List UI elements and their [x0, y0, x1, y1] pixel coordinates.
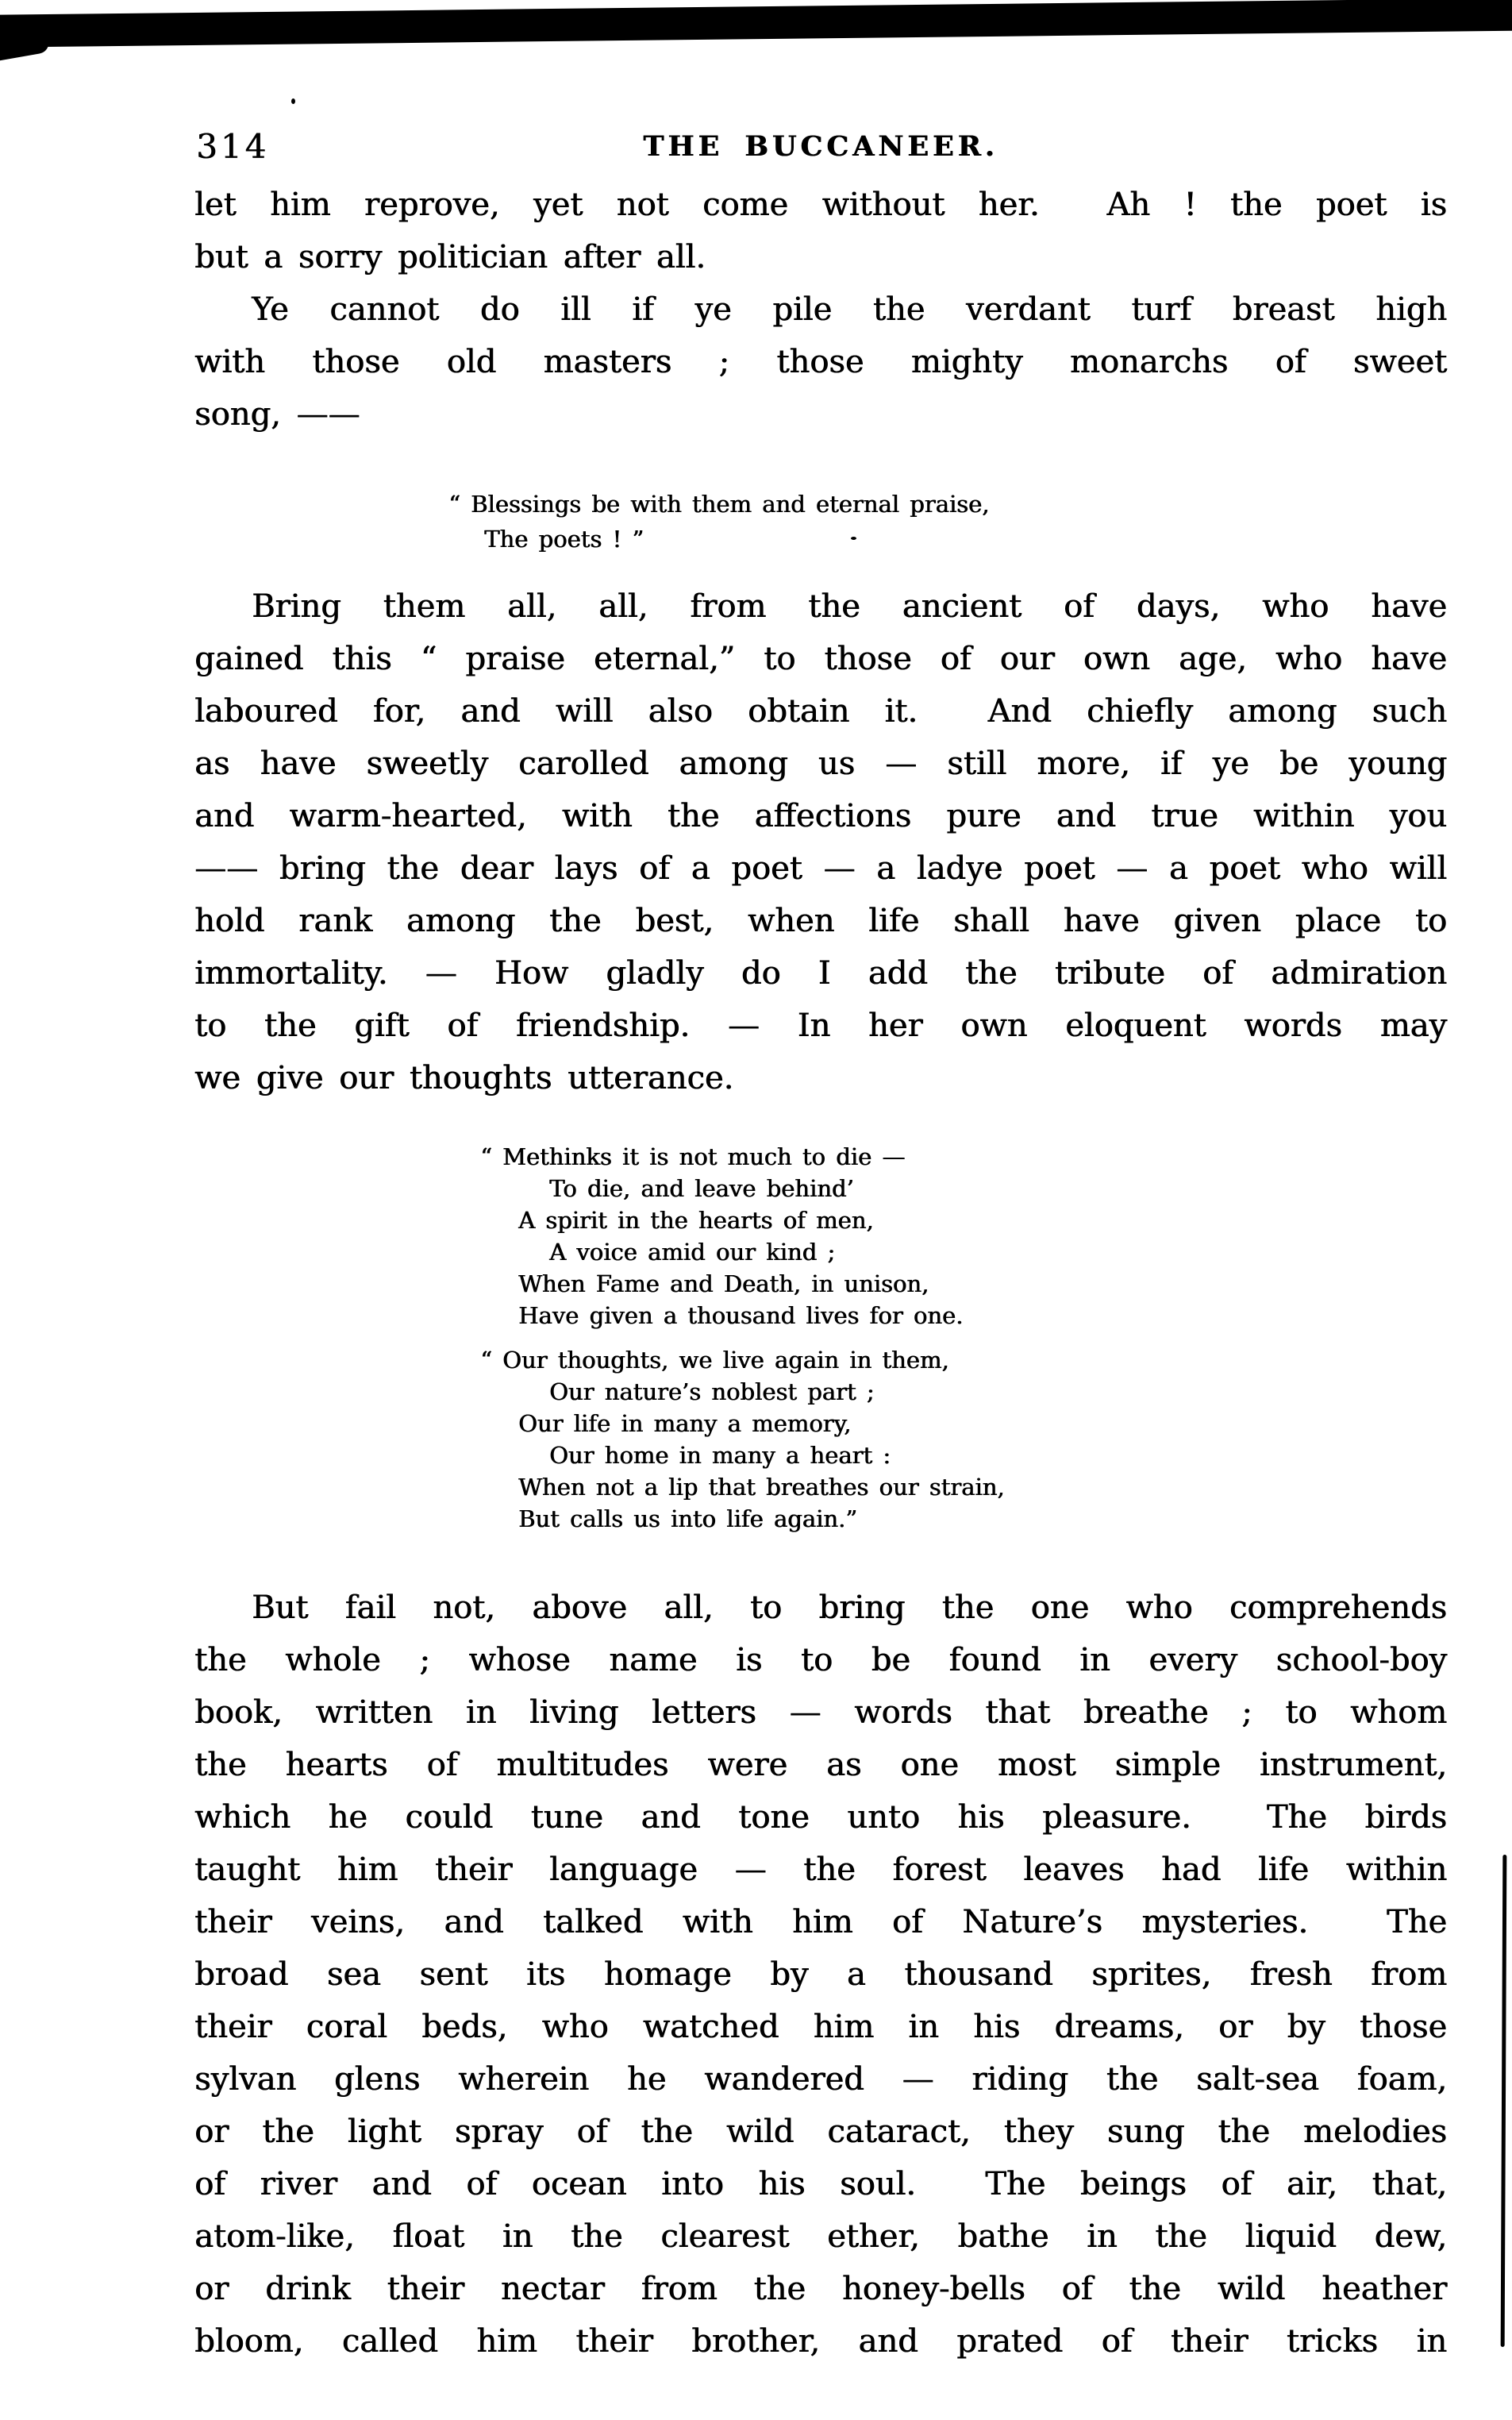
text-line: as have sweetly carolled among us — still more, if ye be young [194, 746, 1447, 782]
text-line: but a sorry politician after all. [194, 239, 706, 276]
text-line: with those old masters ; those mighty monarchs of sweet [194, 344, 1447, 380]
text-line: song, —— [194, 396, 360, 433]
text-line: book, written in living letters — words that breathe ; to whom [194, 1694, 1447, 1731]
poem-stanza [194, 1344, 1447, 1535]
poem-line: When Fame and Death, in unison, [518, 1270, 929, 1297]
text-line: bloom, called him their brother, and prated of their tricks in [194, 2323, 1447, 2360]
text-line: we give our thoughts utterance. [194, 1060, 734, 1096]
poem-line: But calls us into life again.” [518, 1505, 857, 1532]
poem-line: When not a lip that breathes our strain, [518, 1474, 1005, 1501]
text-line: and warm-hearted, with the affections pure and true within you [194, 798, 1447, 834]
paragraph [194, 179, 1447, 283]
verse-quote [194, 487, 1447, 557]
text-line: —— bring the dear lays of a poet — a ladye poet — a poet who will [194, 850, 1447, 887]
text-line: the whole ; whose name is to be found in every school-boy [194, 1642, 1447, 1678]
paragraph [194, 1582, 1447, 2368]
poem-line: Our nature’s noblest part ; [549, 1378, 875, 1405]
text-line: their veins, and talked with him of Nature’s mysteries. The [194, 1904, 1447, 1940]
poem-line: A voice amid our kind ; [549, 1239, 836, 1266]
text-line: Ye cannot do ill if ye pile the verdant turf breast high [252, 291, 1447, 328]
text-line: gained this “ praise eternal,” to those of our own age, who have [194, 641, 1447, 677]
poem-line: Our home in many a heart : [549, 1442, 891, 1469]
poem-line: Have given a thousand lives for one. [518, 1302, 964, 1329]
text-column [194, 179, 1447, 2368]
poem-line: To die, and leave behind’ [549, 1175, 854, 1202]
text-line: the hearts of multitudes were as one most simple instrument, [194, 1747, 1447, 1783]
poem-line: Our life in many a memory, [518, 1410, 852, 1437]
text-line: let him reprove, yet not come without her. Ah ! the poet is [194, 187, 1447, 223]
quote-line: The poets ! ” [484, 526, 644, 553]
text-line: atom-like, float in the clearest ether, bathe in the liquid dew, [194, 2218, 1447, 2255]
poem-line: “ Our thoughts, we live again in them, [480, 1347, 949, 1374]
paragraph [194, 580, 1447, 1104]
text-line: hold rank among the best, when life shall have given place to [194, 903, 1447, 939]
scan-artifact-speck [291, 98, 295, 104]
text-line: or the light spray of the wild cataract, they sung the melodies [194, 2114, 1447, 2150]
text-line: of river and of ocean into his soul. The beings of air, that, [194, 2166, 1447, 2202]
text-line: immortality. — How gladly do I add the tribute of admiration [194, 955, 1447, 992]
poem-stanza [194, 1141, 1447, 1331]
text-line: Bring them all, all, from the ancient of days, who have [252, 588, 1447, 625]
text-line: their coral beds, who watched him in his dreams, or by those [194, 2009, 1447, 2045]
running-header [194, 127, 1447, 168]
text-line: But fail not, above all, to bring the one who comprehends [252, 1590, 1447, 1626]
poem-line: “ Methinks it is not much to die — [480, 1143, 906, 1170]
scan-artifact-right-line [1501, 1855, 1507, 2347]
text-line: taught him their language — the forest leaves had life within [194, 1852, 1447, 1888]
text-line: which he could tune and tone unto his pleasure. The birds [194, 1799, 1447, 1836]
text-line: to the gift of friendship. — In her own eloquent words may [194, 1008, 1447, 1044]
running-title: THE BUCCANEER. [643, 130, 998, 163]
text-line: sylvan glens wherein he wandered — riding the salt-sea foam, [194, 2061, 1447, 2098]
text-line: or drink their nectar from the honey-bells of the wild heather [194, 2271, 1447, 2307]
poem-line: A spirit in the hearts of men, [518, 1207, 874, 1234]
quote-line: “ Blessings be with them and eternal praise, [448, 491, 990, 518]
text-line: broad sea sent its homage by a thousand sprites, fresh from [194, 1956, 1447, 1993]
text-line: laboured for, and will also obtain it. And chiefly among such [194, 693, 1447, 730]
paragraph [194, 283, 1447, 441]
scan-artifact-top-bar [0, 0, 1512, 48]
page-number: 314 [196, 127, 270, 166]
